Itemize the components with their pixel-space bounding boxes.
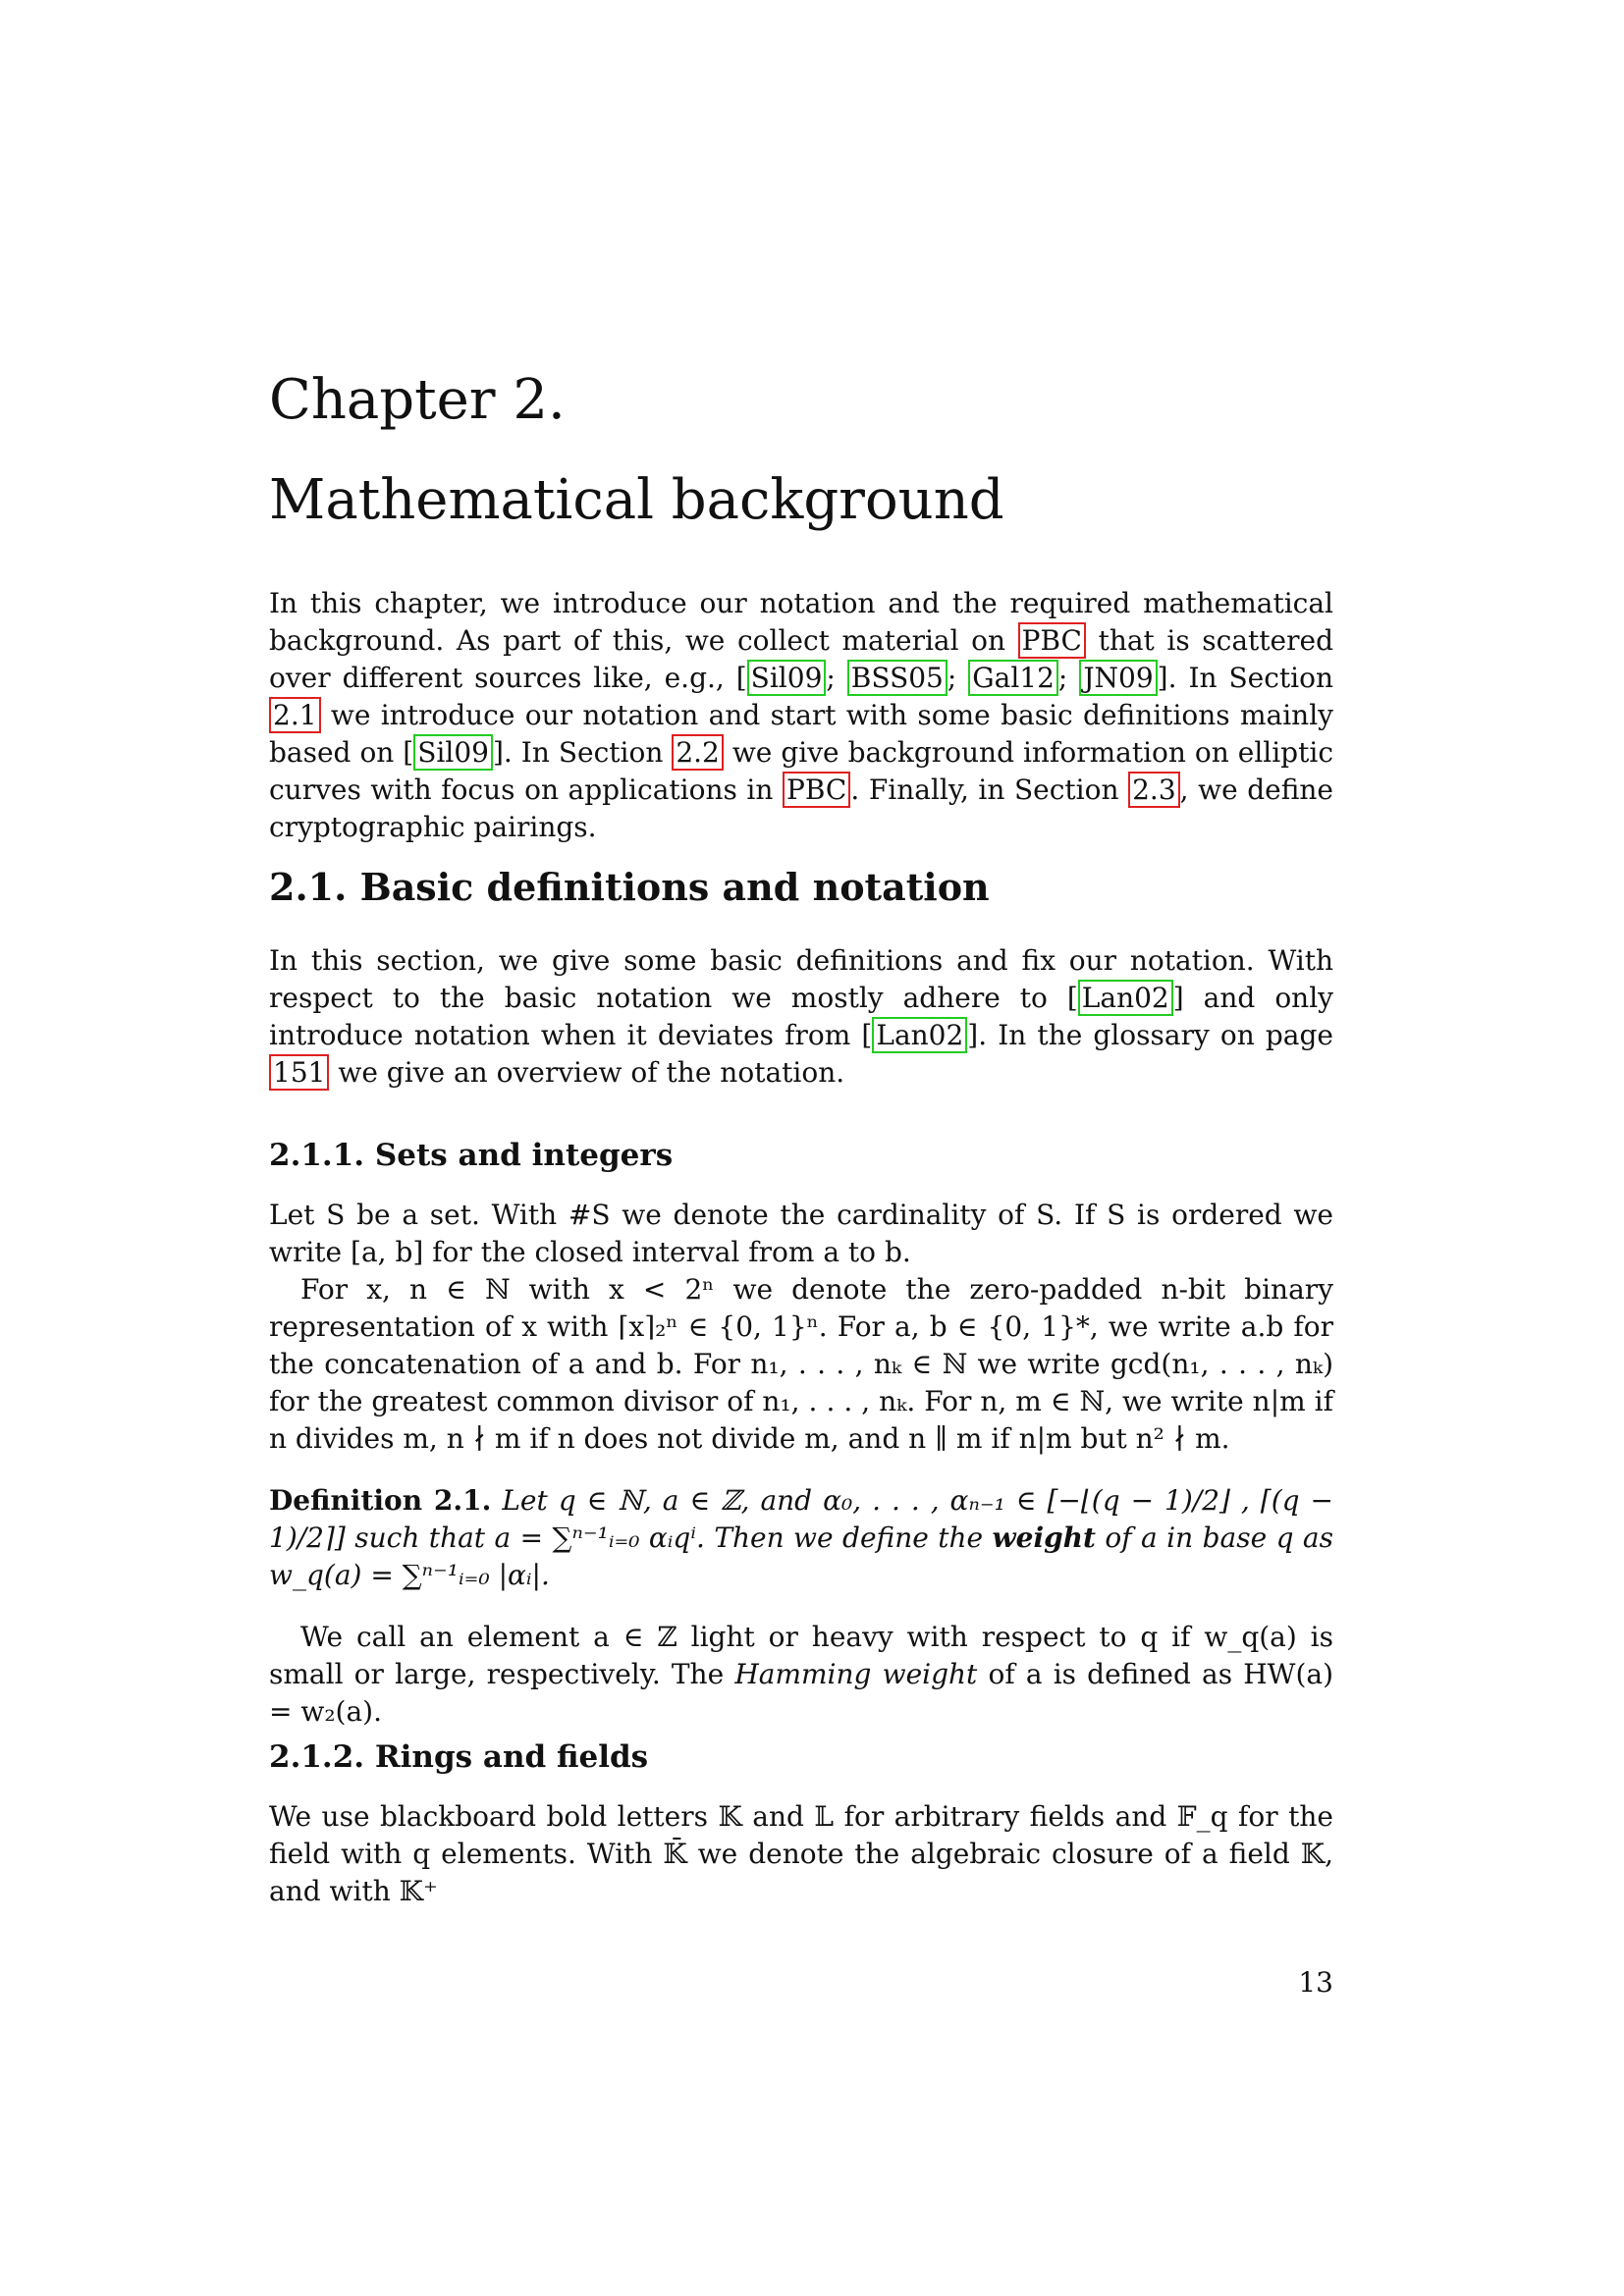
definition-text: Let q ∈ ℕ, a ∈ ℤ, and α₀, . . . , αₙ₋₁ ∈ [−⌊(q − 1)/2⌋ , ⌈(q − 1)/2⌉] such that a = ∑ⁿ⁻¹ᵢ₌₀ αᵢqⁱ. Then we define the [269,1484,1334,1554]
sets-integers-paragraph-1 [269,1197,1333,1271]
intro-text: that is scattered over different sources like, e.g., [ [269,624,1333,694]
link-section-2-1[interactable]: 2.1 [269,697,321,733]
body-text: of a is defined as HW(a) = w₂(a). [269,1658,1333,1728]
body-text: We call an element a ∈ ℤ light or heavy with respect to q if w_q(a) is small or large, respectively. The [269,1621,1333,1690]
intro-paragraph [269,585,1333,846]
body-text: ]. In the glossary on page [967,1019,1333,1051]
body-text: In this section, we give some basic definitions and fix our notation. With respect to the basic notation we mostly adhere to [ [269,944,1333,1014]
separator: ; [826,662,847,694]
definition-text: of a in base q as w_q(a) = ∑ⁿ⁻¹ᵢ₌₀ |αᵢ|. [269,1522,1333,1591]
definition-2-1 [269,1482,1333,1594]
link-pbc[interactable]: PBC [1018,622,1086,659]
intro-text: ]. In Section [492,736,673,769]
document-page [269,0,1333,2296]
definition-label: Definition 2.1. [269,1484,492,1517]
intro-text: . Finally, in Section [850,774,1129,806]
citation-jn09[interactable]: JN09 [1079,660,1157,696]
intro-text: ]. In Section [1157,662,1334,694]
citation-gal12[interactable]: Gal12 [968,660,1058,696]
citation-bss05[interactable]: BSS05 [847,660,947,696]
separator: ; [1057,662,1080,694]
body-text: We use blackboard bold letters 𝕂 and 𝕃 for arbitrary fields and 𝔽_q for the field with q elements. With 𝕂̄ we denote the algebraic closure of a field 𝕂, and with 𝕂⁺ [269,1800,1333,1907]
rings-fields-paragraph [269,1798,1333,1910]
sets-integers-paragraph-2 [269,1271,1333,1458]
chapter-title: Mathematical background [269,468,1004,532]
sets-integers-paragraph-3 [269,1619,1333,1731]
section-2-1-paragraph [269,942,1333,1092]
intro-text: In this chapter, we introduce our notation and the required mathematical background. As part of this, we collect material on [269,587,1333,657]
subsection-heading-2-1-2: 2.1.2. Rings and fields [269,1739,649,1775]
citation-sil09[interactable]: Sil09 [747,660,827,696]
page-number: 13 [1298,1966,1333,1999]
body-text: For x, n ∈ ℕ with x < 2ⁿ we denote the zero-padded n-bit binary representation of x with ⌈x⌉₂ⁿ ∈ {0, 1}ⁿ. For a, b ∈ {0, 1}*, we write a.b for the concatenation of a and b. For n₁, . . . , nₖ ∈ ℕ we write gcd(n₁, . . . , nₖ) for the greatest common divisor of n₁, . . . , nₖ. For n, m ∈ ℕ, we write n|m if n divides m, n ∤ m if n does not divide m, and n ∥ m if n|m but n² ∤ m. [269,1273,1333,1455]
intro-text: we give background information on elliptic curves with focus on applications in [269,736,1333,806]
section-heading-2-1: 2.1. Basic definitions and notation [269,865,990,909]
link-section-2-3[interactable]: 2.3 [1128,772,1180,808]
chapter-label: Chapter 2. [269,368,566,432]
definition-term: weight [992,1522,1096,1554]
intro-text: , we define cryptographic pairings. [269,774,1334,843]
body-text: Let S be a set. With #S we denote the cardinality of S. If S is ordered we write [a, b] for the closed interval from a to b. [269,1199,1333,1268]
body-text: we give an overview of the notation. [329,1056,845,1089]
link-section-2-2[interactable]: 2.2 [672,734,724,771]
intro-text: we introduce our notation and start with some basic definitions mainly based on [ [269,699,1333,769]
subsection-heading-2-1-1: 2.1.1. Sets and integers [269,1138,674,1173]
emphasis-term: Hamming weight [734,1658,978,1690]
citation-lan02[interactable]: Lan02 [1078,980,1173,1016]
separator: ; [947,662,969,694]
link-pbc[interactable]: PBC [783,772,850,808]
citation-lan02[interactable]: Lan02 [872,1017,967,1053]
citation-sil09[interactable]: Sil09 [413,734,493,771]
link-page-151[interactable]: 151 [269,1054,329,1091]
body-text: ] and only introduce notation when it deviates from [ [269,982,1333,1051]
